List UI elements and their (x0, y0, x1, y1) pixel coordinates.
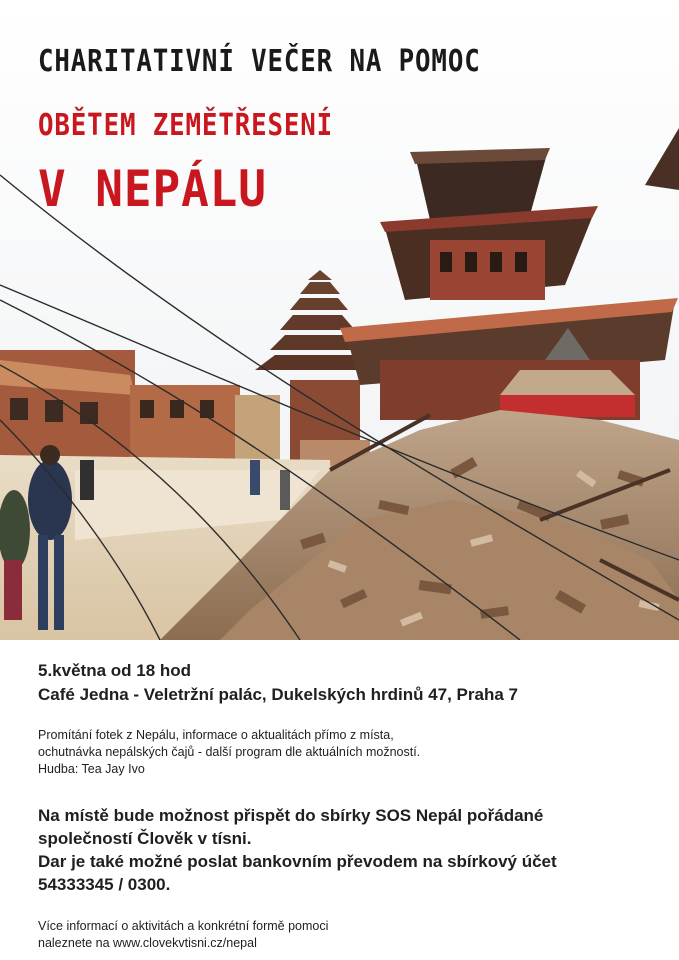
donation-line1: Na místě bude možnost přispět do sbírky SOS Nepál pořádané (38, 806, 544, 825)
headline-line1: CHARITATIVNÍ VEČER NA POMOC (38, 44, 481, 79)
donation-line2: společností Člověk v tísni. (38, 829, 252, 848)
program-music: Hudba: Tea Jay Ivo (38, 762, 145, 776)
program-line1: Promítání fotek z Nepálu, informace o aktualitách přímo z místa, (38, 728, 394, 742)
headline-line3: V NEPÁLU (38, 160, 267, 218)
footer-line1: Více informací o aktivitách a konkrétní formě pomoci (38, 919, 329, 933)
event-date-time: 5.května od 18 hod (38, 661, 192, 680)
footer-website[interactable]: naleznete na www.clovekvtisni.cz/nepal (38, 936, 257, 950)
bank-account: 54333345 / 0300. (38, 875, 171, 894)
event-venue: Café Jedna - Veletržní palác, Dukelských hrdinů 47, Praha 7 (38, 685, 518, 704)
program-line2: ochutnávka nepálských čajů - další program dle aktuálních možností. (38, 745, 421, 759)
headline-line2: OBĚTEM ZEMĚTŘESENÍ (38, 108, 334, 143)
donation-line3: Dar je také možné poslat bankovním převodem na sbírkový účet (38, 852, 557, 871)
